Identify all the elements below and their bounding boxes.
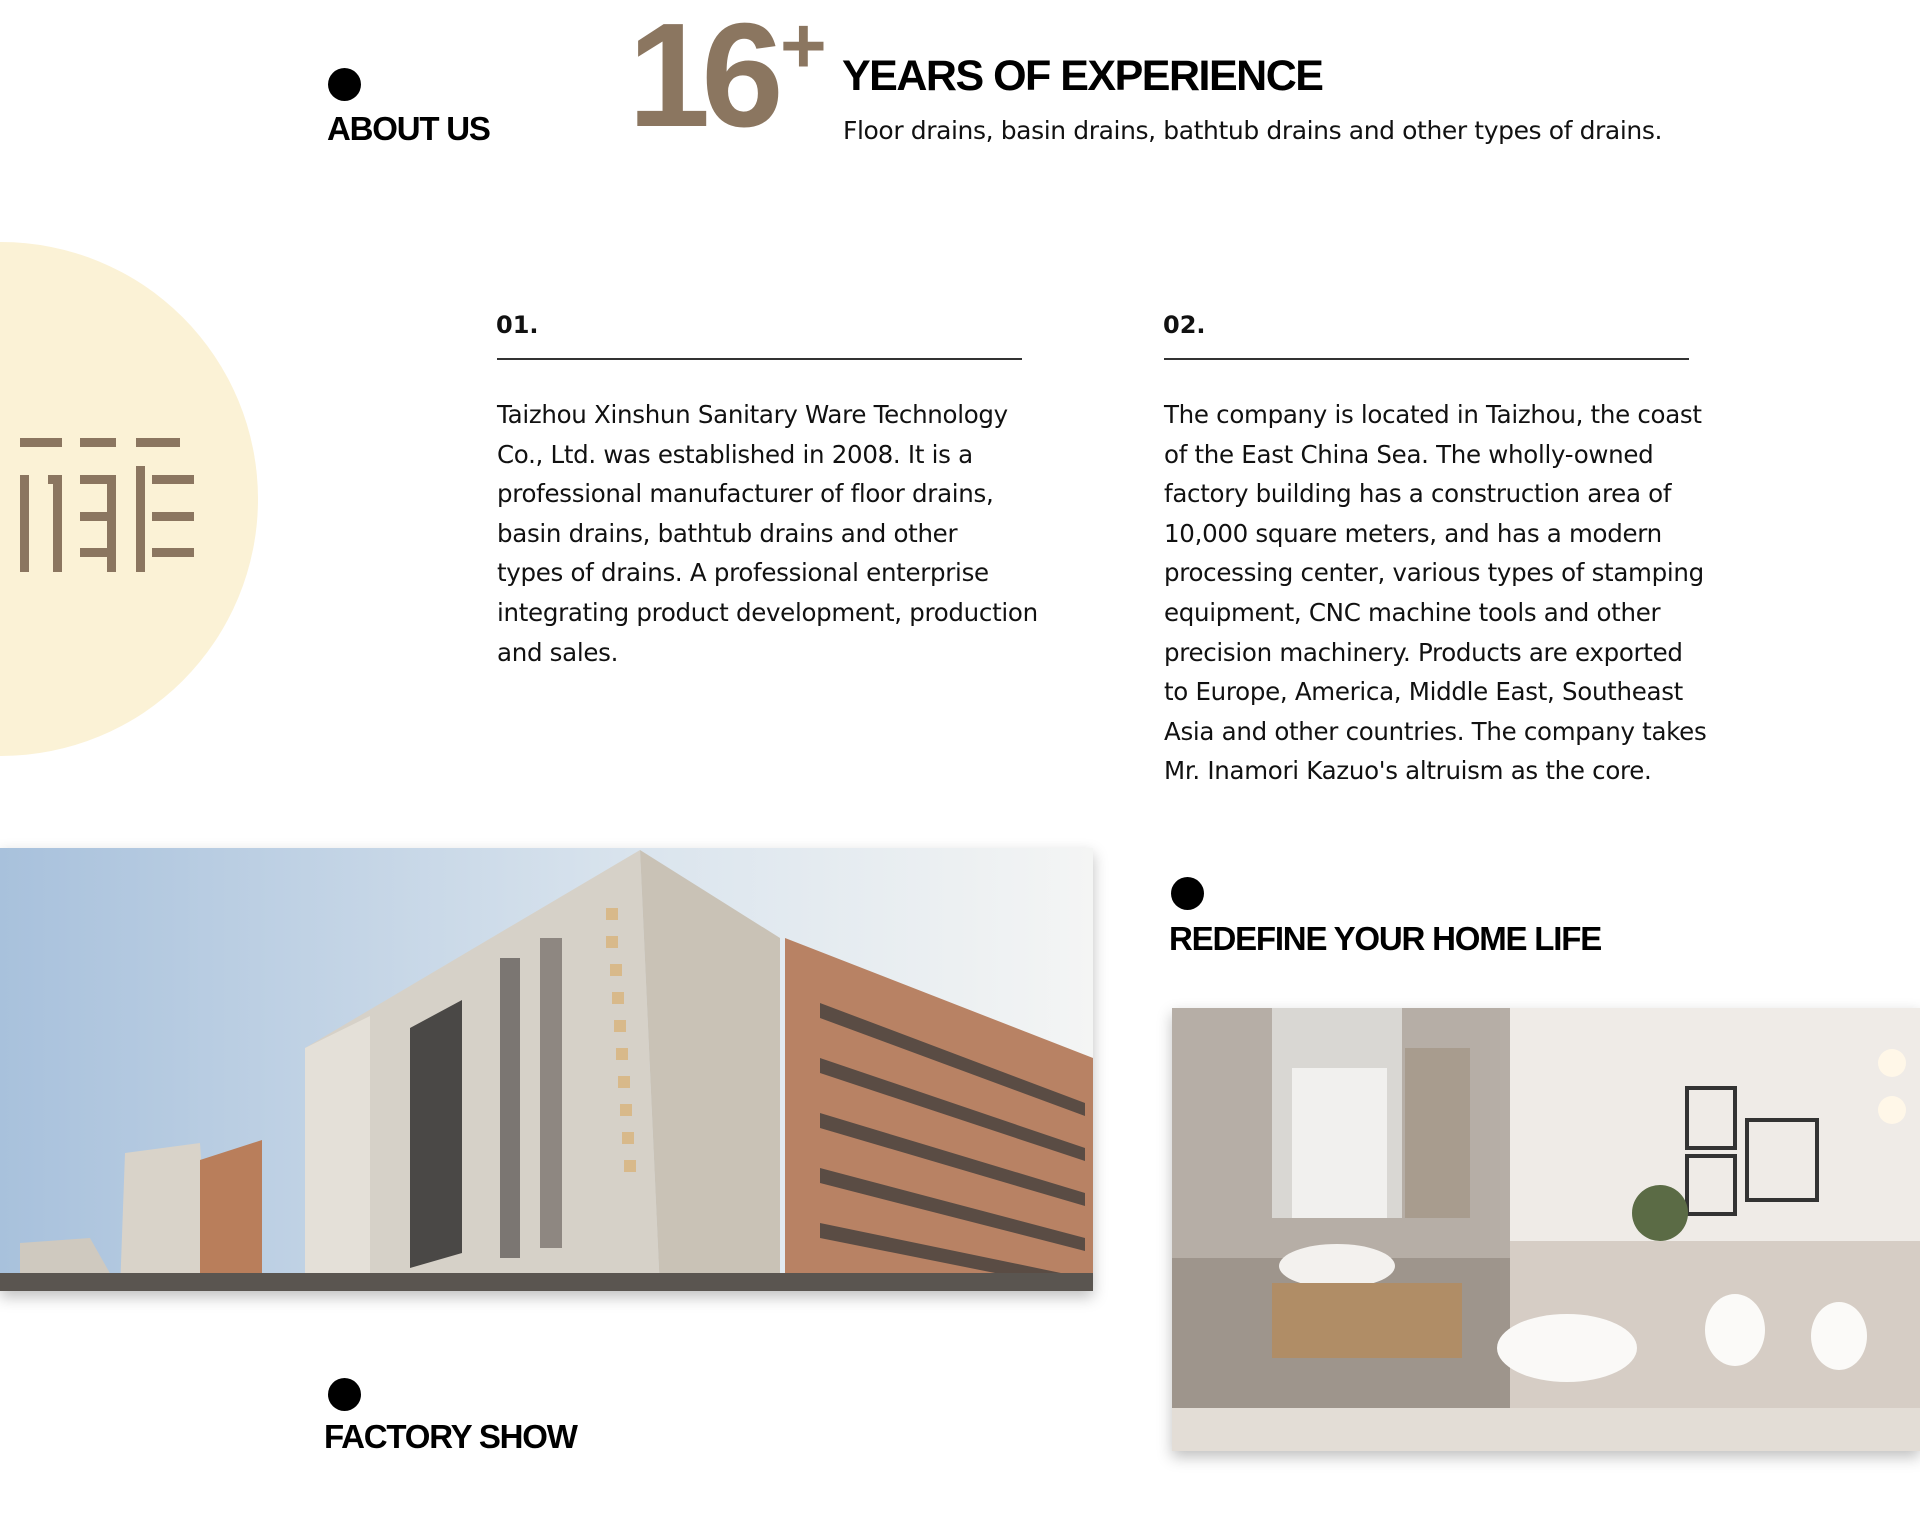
- factory-bullet-dot: [328, 1378, 361, 1411]
- experience-title: YEARS OF EXPERIENCE: [842, 52, 1323, 100]
- bathroom-interior-photo: [1172, 1008, 1920, 1451]
- experience-subtitle: Floor drains, basin drains, bathtub drains and other types of drains.: [843, 116, 1662, 145]
- about-bullet-dot: [328, 68, 361, 101]
- column-1-text: Taizhou Xinshun Sanitary Ware Technology Co., Ltd. was established in 2008. It is a professional manufacturer of floor drains, basin drains, bathtub drains and other types of drains. A professional enterprise integrating product development, production and sales.: [497, 400, 1038, 667]
- redefine-heading: REDEFINE YOUR HOME LIFE: [1169, 920, 1601, 957]
- column-2-number: 02.: [1163, 311, 1206, 339]
- column-2-text: The company is located in Taizhou, the coast of the East China Sea. The wholly-owned factory building has a construction area of 10,000 square meters, and has a modern processing center, various types of stamping equipment, CNC machine tools and other precision machinery. Products are exported to Europe, America, Middle East, Southeast Asia and other countries. The company takes Mr. Inamori Kazuo's altruism as the core.: [1164, 400, 1707, 786]
- decorative-circle: [0, 242, 258, 756]
- column-1-divider: [497, 358, 1022, 360]
- years-number: 16: [628, 0, 775, 158]
- column-2-divider: [1164, 358, 1689, 360]
- factory-show-heading: FACTORY SHOW: [324, 1418, 577, 1455]
- column-1-number: 01.: [496, 311, 539, 339]
- factory-building-photo: [0, 848, 1093, 1291]
- redefine-bullet-dot: [1171, 877, 1204, 910]
- about-us-heading: ABOUT US: [327, 110, 490, 147]
- years-plus-sign: +: [780, 1, 827, 90]
